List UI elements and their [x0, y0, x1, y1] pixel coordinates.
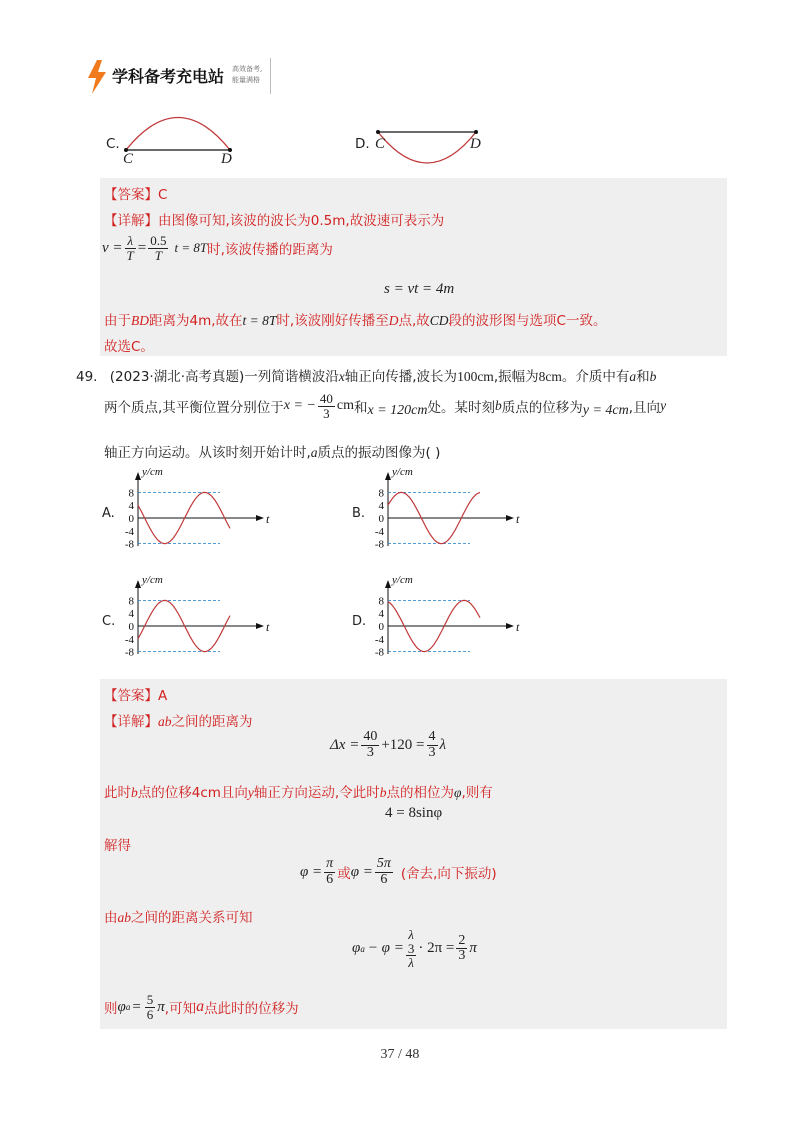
pi3: π: [157, 998, 165, 1015]
t-axis-label: t: [266, 620, 270, 634]
a: a: [629, 369, 637, 384]
y-tick-label: -4: [374, 525, 384, 538]
t-axis-arrow: [256, 623, 264, 629]
answer-tag: 【答案】: [104, 187, 158, 203]
lam-top: λ: [408, 927, 414, 942]
y-axis-arrow: [135, 472, 141, 480]
q48-option-c-label: C.: [106, 136, 120, 152]
y-tick-label: 4: [128, 500, 134, 513]
t1: ,可知: [164, 1001, 197, 1018]
y-axis-label: y/cm: [142, 466, 163, 478]
t2: 点的位移4cm且向: [137, 785, 248, 801]
t2: 点此时的位移为: [204, 1001, 299, 1018]
q48-option-d-label: D.: [355, 136, 370, 152]
y-tick-label: 0: [378, 621, 384, 633]
minus-phi: − φ =: [367, 940, 404, 957]
s5: 两个质点,其平衡位置分别位于: [104, 400, 284, 417]
logo-title: 学科备考充电站: [112, 67, 225, 86]
t3: 时,该波刚好传播至: [276, 313, 389, 329]
b2: b: [495, 398, 502, 414]
t-axis-arrow: [506, 623, 514, 629]
y-tick-label: -4: [374, 633, 384, 646]
answer-tag: 【答案】: [104, 688, 158, 704]
q49-line2: [104, 392, 666, 420]
5pi-over-6: [375, 857, 393, 887]
s11: 质点的振动图像为( ): [317, 445, 441, 461]
q49-detail-line5: [104, 906, 253, 926]
six3: 6: [146, 1006, 154, 1022]
t-axis-label: t: [266, 512, 270, 526]
phi-formula: [300, 857, 497, 887]
graph-option-d: [348, 570, 518, 660]
graph-svg: [348, 570, 518, 660]
q48-d-point-c: C: [375, 136, 386, 152]
y-tick-label: 4: [378, 500, 384, 513]
t-equals-8t: t = 8T: [174, 240, 208, 256]
y-tick-label: 0: [128, 621, 134, 633]
sin-formula: 4 = 8sinφ: [385, 805, 443, 821]
y-tick-label: 8: [128, 595, 134, 608]
eq: =: [132, 998, 141, 1015]
y-axis-arrow: [385, 580, 391, 588]
q48-detail-line4: 故选C。: [104, 339, 154, 355]
xa-unit: cm: [336, 398, 355, 414]
xb: x = 120cm: [367, 403, 428, 419]
five-sixths: [145, 993, 156, 1021]
jiede: 解得: [104, 838, 131, 854]
b: b: [131, 785, 138, 800]
phi: φ: [453, 785, 462, 800]
t: 之间的距离为: [171, 714, 253, 730]
phi-eq: φ =: [300, 863, 323, 880]
xa: x = −: [283, 398, 316, 414]
wavelength: 100cm: [457, 369, 494, 384]
cd: CD: [429, 313, 449, 328]
t-axis-arrow: [506, 515, 514, 521]
y-tick-label: 8: [378, 487, 384, 500]
t4: 点的相位为: [386, 785, 454, 801]
plus120: +120 =: [381, 736, 425, 753]
ab: ab: [117, 910, 131, 925]
graph-option-a: [98, 462, 268, 552]
s1: 一列简谐横波沿: [244, 369, 339, 385]
five: 5: [146, 992, 154, 1007]
s7: 处。某时刻: [427, 400, 496, 417]
detail-tag: 【详解】: [104, 714, 158, 730]
lambda: λ: [125, 234, 136, 249]
q48-answer-line: [104, 183, 167, 203]
b2: b: [379, 785, 387, 800]
dx: Δx =: [330, 736, 360, 753]
s9: ,且向: [628, 400, 661, 417]
six: 6: [326, 871, 334, 887]
phi-eq2: φ =: [350, 863, 373, 880]
y-tick-label: -4: [124, 633, 134, 646]
xa-den: 3: [323, 405, 330, 421]
b: b: [649, 369, 657, 384]
q48-option-d-figure: [372, 122, 484, 170]
y-tick-label: -8: [124, 538, 134, 551]
y-axis-arrow: [385, 472, 391, 480]
t5: 段的波形图与选项C一致。: [448, 313, 607, 329]
lightning-icon: [86, 60, 108, 94]
pi-over-6: [324, 857, 335, 887]
frac-40-3: [361, 730, 379, 760]
q48-velocity-formula: [102, 234, 333, 262]
y: y: [660, 398, 667, 414]
detail-text: 由图像可知,该波的波长为0.5m,故波速可表示为: [158, 213, 445, 229]
s-vt-formula: s = vt = 4m: [384, 281, 455, 297]
t-axis-label: t: [516, 512, 520, 526]
ab: ab: [158, 714, 172, 729]
yb: y = 4cm: [582, 403, 629, 419]
y-tick-label: 0: [128, 513, 134, 525]
answer-value: C: [158, 187, 168, 203]
s4: 。介质中有: [561, 369, 630, 385]
s3: ,振幅为: [493, 369, 539, 385]
s10: 轴正方向运动。从该时刻开始计时,: [104, 445, 311, 461]
graph-svg: [348, 462, 518, 552]
fivepi: 5π: [376, 856, 391, 871]
graph-option-label: D.: [352, 614, 367, 629]
graph-svg: [98, 462, 268, 552]
q48-c-point-c: C: [123, 151, 134, 167]
huo: 或: [337, 866, 351, 883]
s8: 质点的位移为: [501, 400, 583, 417]
pi2: π: [469, 940, 477, 957]
q49-detail-line2: [104, 781, 493, 801]
q49-last-line: [104, 993, 299, 1021]
xa-frac: [318, 392, 335, 420]
y: y: [247, 785, 254, 800]
y-tick-label: -4: [124, 525, 134, 538]
v-eq: v =: [102, 239, 123, 256]
t-den: T: [126, 247, 134, 263]
logo-sub2: 能量满格: [232, 76, 260, 84]
t2: 之间的距离关系可知: [131, 910, 253, 926]
graph-option-b: [348, 462, 518, 552]
amplitude: 8cm: [538, 369, 562, 384]
logo-sub1: 高效备考,: [232, 65, 263, 73]
three2: 3: [458, 948, 466, 964]
xa-num: 40: [319, 391, 333, 406]
sheqv: (舍去,向下振动): [400, 866, 497, 883]
he: 和: [636, 369, 650, 385]
y-axis-label: y/cm: [392, 466, 413, 478]
a: a: [196, 998, 205, 1016]
frac-4-3: [427, 730, 438, 760]
equals: =: [137, 239, 147, 256]
q49-answer-line: [104, 684, 167, 704]
phi-a2: φ: [117, 998, 126, 1015]
a2: a: [310, 445, 318, 460]
q48-detail-line1: [104, 209, 444, 229]
q48-option-c-figure: [118, 105, 238, 167]
q49-number: 49.: [76, 369, 98, 385]
q48-detail-line3: [104, 309, 606, 329]
detail-line2: 时,该波传播的距离为: [207, 242, 333, 259]
t2: 距离为4m,故在: [149, 313, 243, 329]
sub-a2: a: [125, 1002, 131, 1013]
y-axis-arrow: [135, 580, 141, 588]
y-tick-label: 8: [128, 487, 134, 500]
lambda-over-t: [125, 234, 136, 262]
q49-source: (2023·湖北·高考真题): [109, 369, 245, 385]
bd: BD: [131, 313, 149, 328]
num-05: 0.5: [150, 233, 167, 248]
answer-value: A: [158, 688, 168, 704]
t-axis-arrow: [256, 515, 264, 521]
q48-d-point-d: D: [470, 136, 481, 152]
s6: 和: [354, 400, 368, 417]
t-axis-label: t: [516, 620, 520, 634]
s2: 轴正向传播,波长为: [344, 369, 458, 385]
t8t: t = 8T: [242, 313, 277, 328]
two-thirds: [456, 934, 467, 964]
y-axis-label: y/cm: [142, 574, 163, 586]
t1: 由于: [104, 313, 131, 329]
n40: 40: [363, 729, 378, 744]
y-tick-label: 4: [378, 608, 384, 621]
detail-tag: 【详解】: [104, 213, 158, 229]
n4: 4: [428, 729, 436, 744]
d3b: 3: [428, 744, 436, 760]
lam3-over-lam: [406, 928, 417, 970]
graph-svg: [98, 570, 268, 660]
phi-a: φ: [352, 940, 361, 957]
t3: 轴正方向运动,令此时: [253, 785, 380, 801]
sub-a: a: [360, 943, 365, 954]
twopi: · 2π =: [418, 940, 455, 957]
x: x: [338, 369, 345, 384]
ze: 则: [104, 1001, 118, 1018]
y-tick-label: -8: [374, 646, 384, 659]
d3: 3: [366, 744, 374, 760]
lam: λ: [439, 736, 447, 753]
graph-option-label: B.: [352, 506, 366, 521]
phase-diff-formula: [352, 928, 477, 970]
y-tick-label: 4: [128, 608, 134, 621]
dx-formula: [330, 730, 446, 760]
three: 3: [407, 940, 415, 956]
q48-c-point-d: D: [221, 151, 232, 167]
t4: 点,故: [398, 313, 430, 329]
t5: ,则有: [461, 785, 493, 801]
q49-detail-line1: [104, 710, 253, 730]
graph-option-label: A.: [102, 506, 115, 521]
q48-answer-box: [100, 178, 727, 356]
t1: 由: [104, 910, 118, 926]
graph-option-c: [98, 570, 268, 660]
q49-line1: [76, 365, 656, 385]
t1: 此时: [104, 785, 131, 801]
y-tick-label: 8: [378, 595, 384, 608]
pi: π: [326, 856, 334, 871]
two: 2: [458, 932, 466, 948]
y-axis-label: y/cm: [392, 574, 413, 586]
lam-bot: λ: [408, 955, 414, 971]
half-over-t: [148, 234, 168, 262]
page-number: 37 / 48: [380, 1047, 420, 1062]
graph-option-label: C.: [102, 614, 116, 629]
y-tick-label: -8: [124, 646, 134, 659]
header-logo: [86, 58, 276, 96]
logo-divider: [270, 58, 271, 94]
dpt: D: [388, 313, 399, 328]
six2: 6: [380, 871, 388, 887]
y-tick-label: 0: [378, 513, 384, 525]
q49-line3: [104, 441, 440, 461]
t-den2: T: [154, 247, 162, 263]
y-tick-label: -8: [374, 538, 384, 551]
